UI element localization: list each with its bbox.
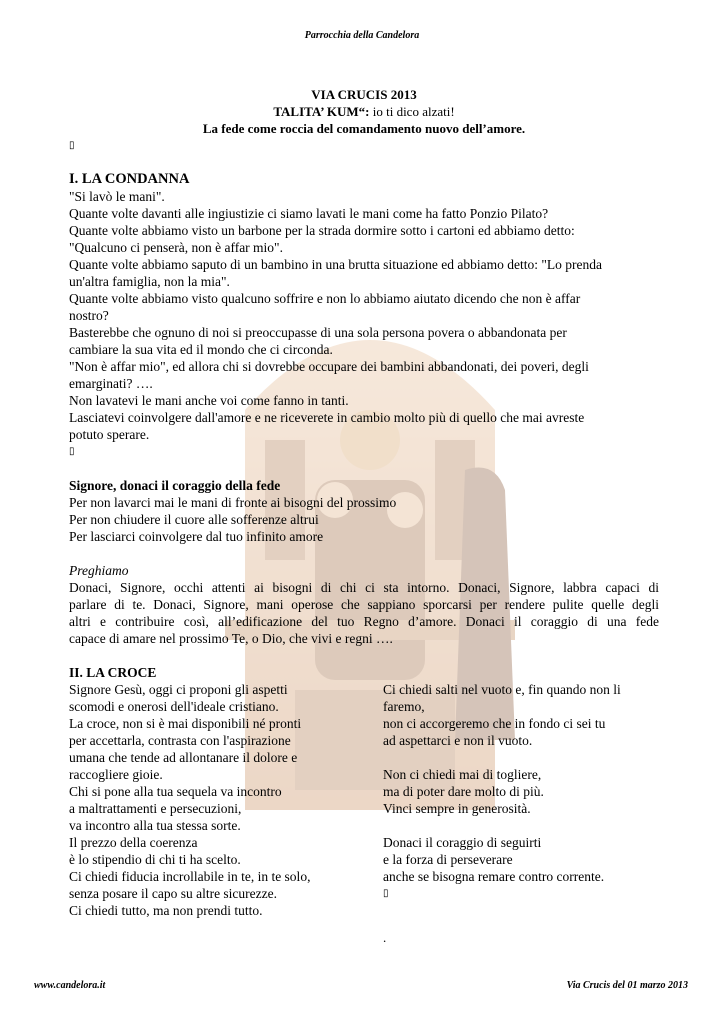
title-line2-rest: io ti dico alzati! [369, 104, 455, 119]
title-line2 [69, 103, 659, 120]
prayer-paragraph-line: parlare di te. Donaci, Signore, mani operose che sappiano sporcarsi per rendere pulite quelle degli [69, 597, 659, 612]
footer-website: www.candelora.it [34, 980, 106, 991]
text-line: va incontro alla tua stessa sorte. [69, 818, 241, 833]
text-line: Chi si pone alla tua sequela va incontro [69, 784, 282, 799]
section2 [69, 664, 659, 924]
text-line [383, 749, 673, 766]
prayer-paragraph-line: altri e contribuire così, all’edificazione del tuo Regno d’amore. Donaci il coraggio di una fede [69, 614, 659, 629]
prayer-paragraph-line: Donaci, Signore, occhi attenti ai bisogni di chi ci sta intorno. Donaci, Signore, labbra capaci di [69, 580, 659, 595]
text-line: Ci chiedi fiducia incrollabile in te, in te solo, [69, 869, 311, 884]
text-line: è lo stipendio di chi ti ha scelto. [69, 852, 241, 867]
text-line: Signore Gesù, oggi ci proponi gli aspetti [69, 682, 288, 697]
text-line: non ci accorgeremo che in fondo ci sei tu [383, 716, 606, 731]
preghiamo-heading: Preghiamo [69, 563, 129, 578]
section1-text [69, 188, 659, 443]
text-line: Vinci sempre in generosità. [383, 801, 531, 816]
text-line: anche se bisogna remare contro corrente. [383, 869, 605, 884]
section2-heading-num: II [69, 665, 80, 680]
prayer-line: Per lasciarci coinvolgere dal tuo infinito amore [69, 529, 324, 544]
text-line: Quante volte davanti alle ingiustizie ci siamo lavati le mani come ha fatto Ponzio Pilato? [69, 206, 549, 221]
placeholder-glyph: ▯ [69, 140, 75, 151]
text-line: Lasciatevi coinvolgere dall'amore e ne riceverete in cambio molto più di quello che mai avreste [69, 410, 585, 425]
prayer-paragraph-line: capace di amare nel prossimo Te, o Dio, che vivi e regni …. [69, 631, 393, 646]
text-line: senza posare il capo su altre sicurezze. [69, 886, 278, 901]
text-line: potuto sperare. [69, 427, 150, 442]
footer-date: Via Crucis del 01 marzo 2013 [566, 980, 688, 991]
text-line: "Si lavò le mani". [69, 189, 165, 204]
text-line: faremo, [383, 699, 425, 714]
text-line: Ci chiedi tutto, ma non prendi tutto. [69, 903, 263, 918]
text-line: Donaci il coraggio di seguirti [383, 835, 542, 850]
text-line: nostro? [69, 308, 109, 323]
prayer1-heading: Signore, donaci il coraggio della fede [69, 478, 281, 493]
text-line: ad aspettarci e non il vuoto. [383, 733, 533, 748]
text-line: emarginati? …. [69, 376, 153, 391]
prayer-line: Per non chiudere il cuore alle sofferenze altrui [69, 512, 319, 527]
text-line: scomodi e onerosi dell'ideale cristiano. [69, 699, 279, 714]
text-line: Quante volte abbiamo saputo di un bambino in una brutta situazione ed abbiamo detto: "Lo prenda [69, 257, 602, 272]
placeholder-glyph: ▯ [383, 888, 389, 899]
text-line: Basterebbe che ognuno di noi si preoccupasse di una sola persona povera o abbandonata per [69, 325, 567, 340]
text-line: a maltrattamenti e persecuzioni, [69, 801, 242, 816]
text-line: Non lavatevi le mani anche voi come fanno in tanti. [69, 393, 349, 408]
section2-heading [69, 664, 369, 681]
text-line: Quante volte abbiamo visto qualcuno soffrire e non lo abbiamo aiutato dicendo che non è affar [69, 291, 581, 306]
section2-right-column [383, 681, 673, 902]
text-line: Non ci chiedi mai di togliere, [383, 767, 542, 782]
prayer-line: Per non lavarci mai le mani di fronte ai bisogni del prossimo [69, 495, 397, 510]
text-line: raccogliere gioie. [69, 767, 163, 782]
end-dot: . [383, 930, 387, 945]
text-line: Ci chiedi salti nel vuoto e, fin quando non li [383, 682, 621, 697]
text-line: un'altra famiglia, non la mia". [69, 274, 230, 289]
section1-heading: I. LA CONDANNA [69, 171, 190, 187]
text-line: "Qualcuno ci penserà, non è affar mio". [69, 240, 283, 255]
text-line: "Non è affar mio", ed allora chi si dovrebbe occupare dei bambini abbandonati, dei poveri, degli [69, 359, 589, 374]
text-line: umana che tende ad allontanare il dolore e [69, 750, 298, 765]
document-body [69, 86, 659, 924]
text-line: ma di poter dare molto di più. [383, 784, 544, 799]
text-line: e la forza di perseverare [383, 852, 513, 867]
title-line1: VIA CRUCIS 2013 [311, 87, 417, 102]
text-line: Quante volte abbiamo visto un barbone per la strada dormire sotto i cartoni ed abbiamo detto: [69, 223, 575, 238]
text-line: La croce, non si è mai disponibili né pronti [69, 716, 302, 731]
section2-left-column [69, 664, 369, 919]
page-header: Parrocchia della Candelora [304, 30, 420, 41]
text-line: cambiare la sua vita ed il mondo che ci circonda. [69, 342, 333, 357]
text-line: per accettarla, contrasta con l'aspirazione [69, 733, 291, 748]
text-line: Il prezzo della coerenza [69, 835, 198, 850]
title-line2-bold: TALITA’ KUM“: [273, 104, 370, 119]
title-block [69, 86, 659, 137]
placeholder-glyph: ▯ [69, 446, 75, 457]
section2-heading-rest: . LA CROCE [79, 665, 157, 680]
text-line [383, 817, 673, 834]
title-line3: La fede come roccia del comandamento nuovo dell’amore. [202, 121, 526, 136]
